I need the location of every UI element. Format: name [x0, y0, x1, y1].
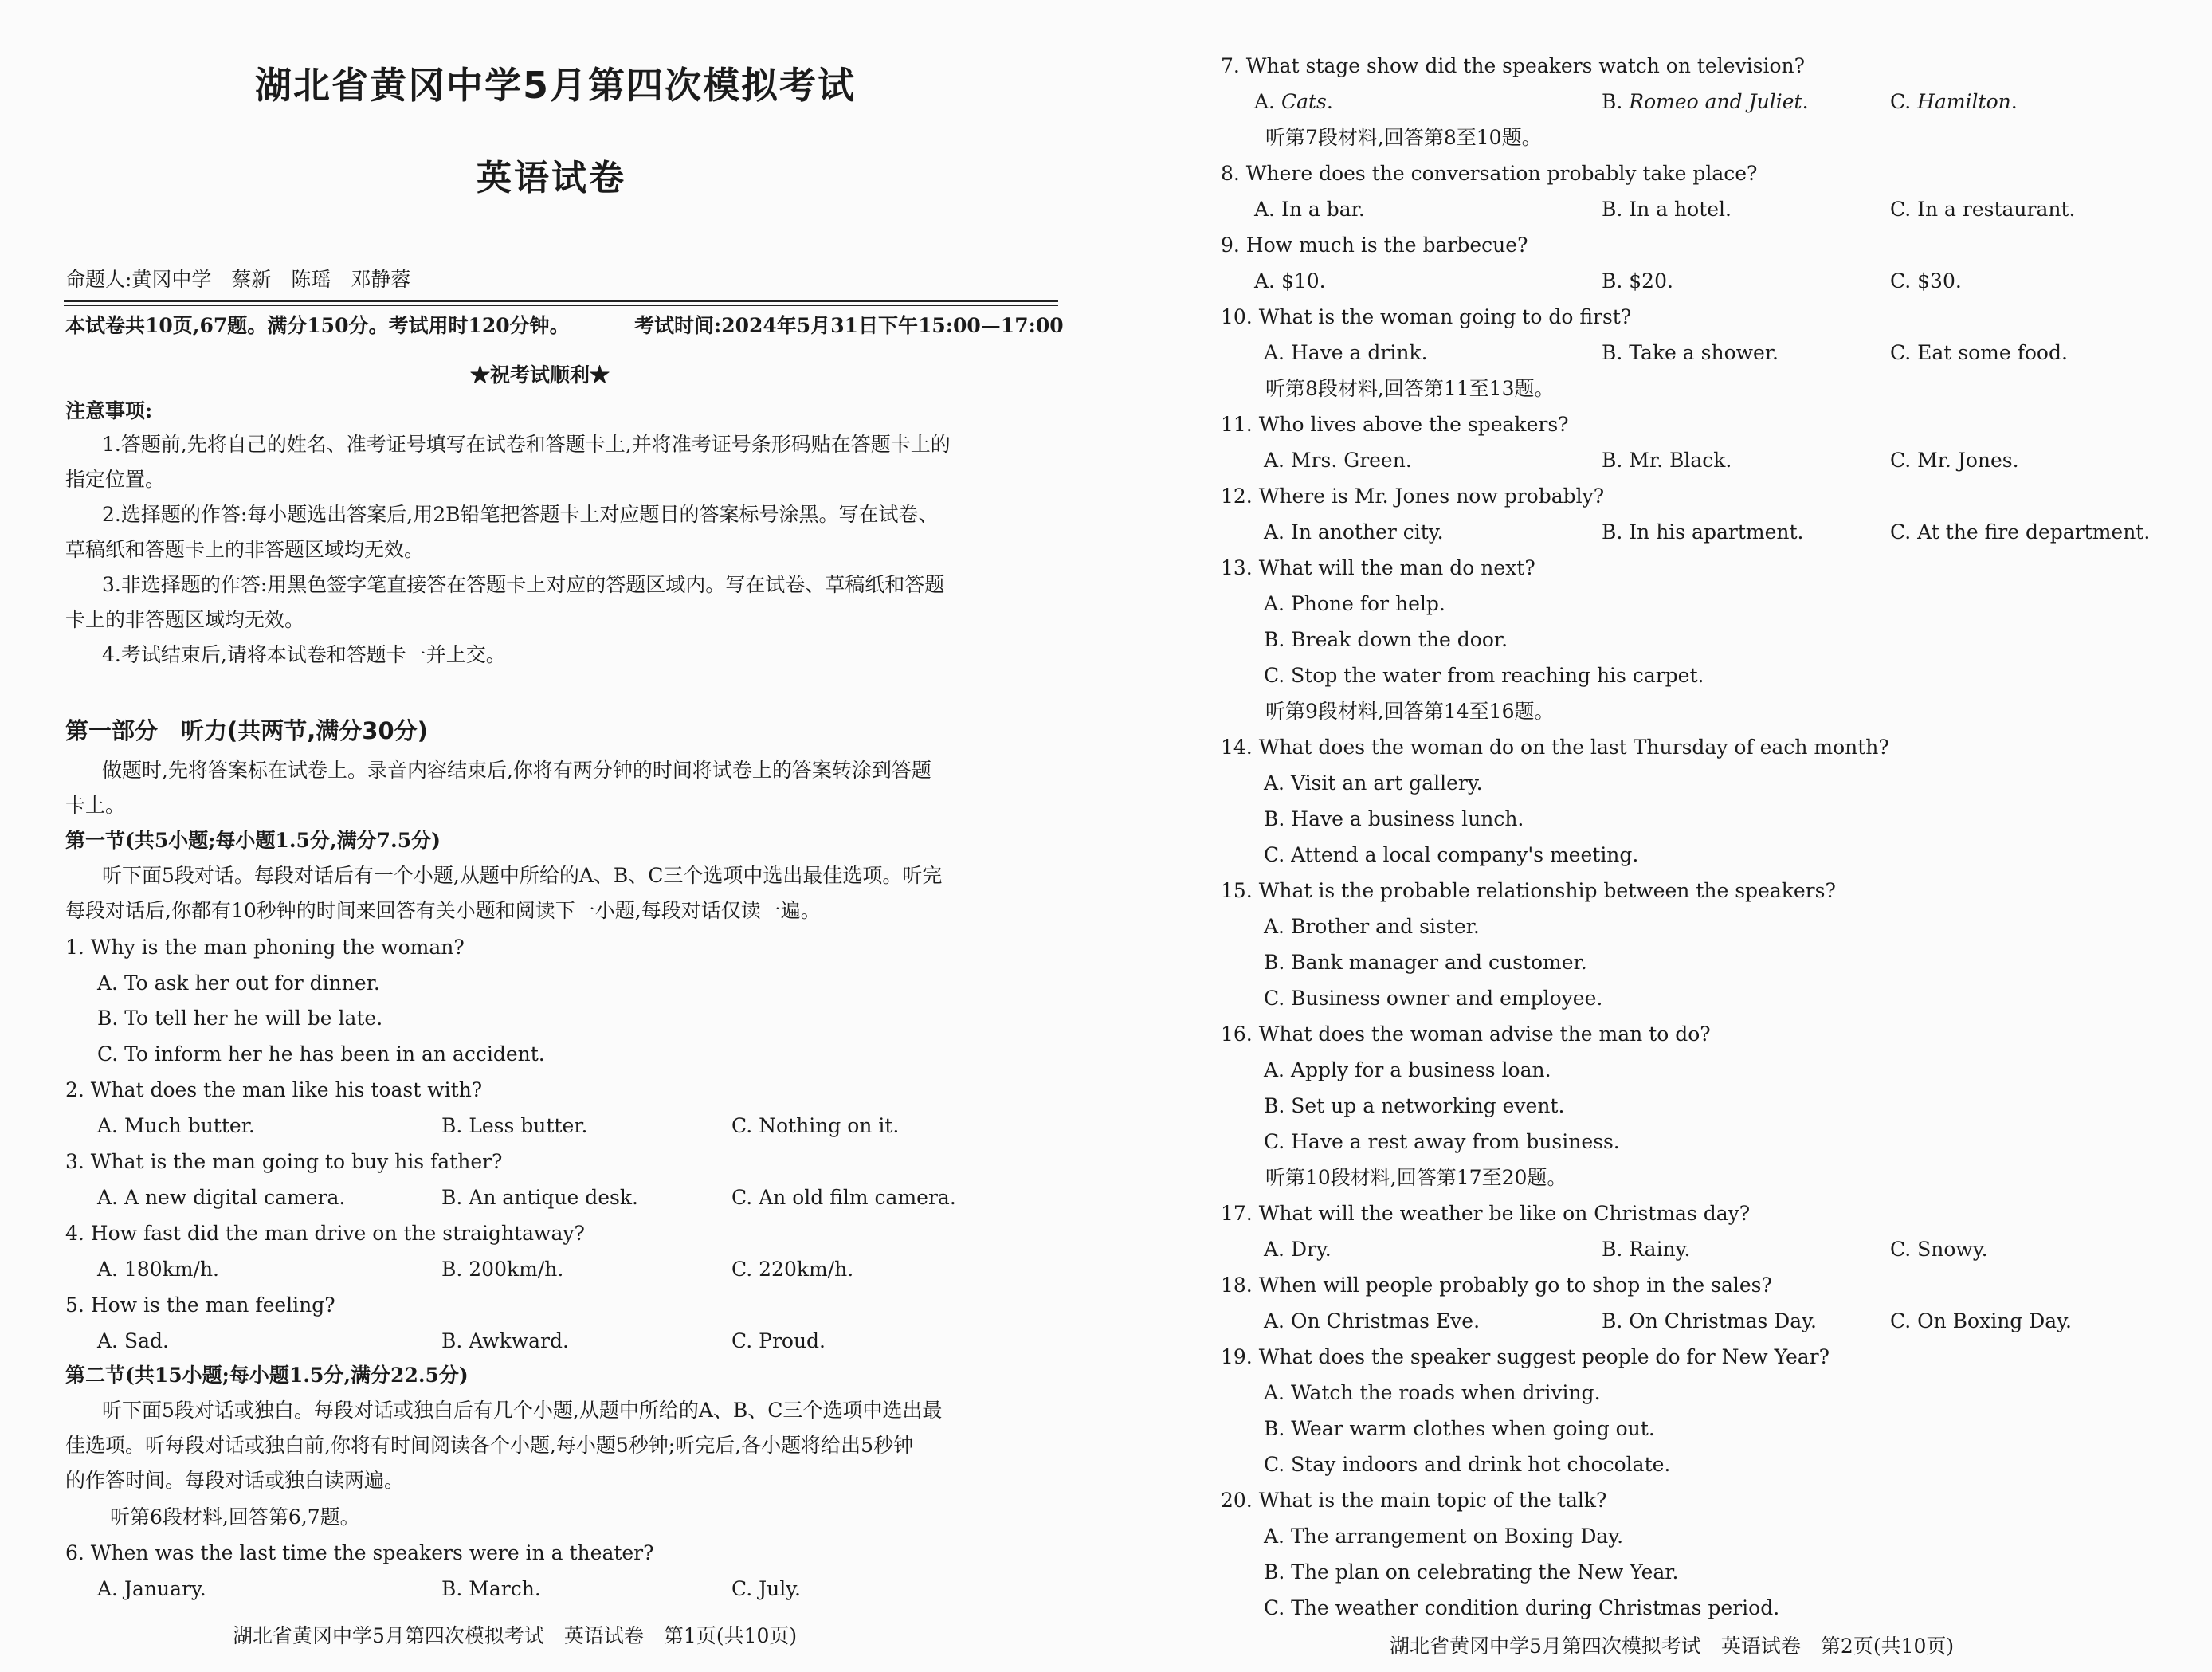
option: C. The weather condition during Christmas period.: [1264, 1596, 1780, 1619]
option: C. Eat some food.: [1890, 341, 2068, 364]
option: B. An antique desk.: [441, 1186, 638, 1209]
option: A. Cats.: [1254, 90, 1333, 113]
option: B. Break down the door.: [1264, 628, 1508, 651]
option: C. In a restaurant.: [1890, 198, 2076, 221]
part1-intro-line: 做题时,先将答案标在试卷上。录音内容结束后,你将有两分钟的时间将试卷上的答案转涂到答题: [102, 759, 931, 782]
option: B. Mr. Black.: [1602, 449, 1732, 472]
option: A. $10.: [1254, 269, 1326, 292]
question-10: 10. What is the woman going to do first?: [1221, 305, 1632, 328]
option: B. To tell her he will be late.: [97, 1007, 383, 1030]
option: B. On Christmas Day.: [1602, 1309, 1817, 1332]
option: C. To inform her he has been in an accident.: [97, 1042, 545, 1066]
option: A. On Christmas Eve.: [1264, 1309, 1481, 1332]
question-11: 11. Who lives above the speakers?: [1221, 413, 1569, 436]
option: A. Visit an art gallery.: [1264, 771, 1483, 795]
section2-heading: 第二节(共15小题;每小题1.5分,满分22.5分): [65, 1364, 469, 1387]
part1-heading: 第一部分 听力(共两节,满分30分): [65, 717, 428, 744]
material-note: 听第8段材料,回答第11至13题。: [1265, 377, 1555, 400]
section1-intro-line: 听下面5段对话。每段对话后有一个小题,从题中所给的A、B、C三个选项中选出最佳选项。听完: [102, 864, 943, 887]
notice-line: 指定位置。: [65, 468, 166, 491]
option: B. In a hotel.: [1602, 198, 1732, 221]
option: B. Awkward.: [441, 1329, 569, 1352]
exam-subtitle: 英语试卷: [477, 158, 626, 198]
question-19: 19. What does the speaker suggest people do for New Year?: [1221, 1345, 1830, 1368]
question-3: 3. What is the man going to buy his father?: [65, 1150, 503, 1173]
question-9: 9. How much is the barbecue?: [1221, 234, 1528, 257]
exam-title: 湖北省黄冈中学5月第四次模拟考试: [255, 64, 857, 107]
option: A. Have a drink.: [1264, 341, 1428, 364]
good-luck-banner: ★祝考试顺利★: [470, 363, 610, 387]
section1-intro-line: 每段对话后,你都有10秒钟的时间来回答有关小题和阅读下一小题,每段对话仅读一遍。: [65, 899, 821, 922]
header-rule-thin: [64, 305, 1058, 306]
exam-time: 考试时间:2024年5月31日下午15:00—17:00: [634, 314, 1064, 337]
exam-info: 本试卷共10页,67题。满分150分。考试用时120分钟。: [65, 314, 570, 337]
question-5: 5. How is the man feeling?: [65, 1293, 335, 1317]
page-footer: 湖北省黄冈中学5月第四次模拟考试 英语试卷 第2页(共10页): [1390, 1635, 1955, 1658]
option: B. Bank manager and customer.: [1264, 951, 1587, 974]
option: C. Hamilton.: [1890, 90, 2018, 113]
section1-heading: 第一节(共5小题;每小题1.5分,满分7.5分): [65, 829, 441, 852]
option: A. The arrangement on Boxing Day.: [1264, 1525, 1624, 1548]
option: C. At the fire department.: [1890, 520, 2151, 544]
option: A. Mrs. Green.: [1264, 449, 1412, 472]
part1-intro-line: 卡上。: [65, 794, 126, 817]
option: C. An old film camera.: [731, 1186, 956, 1209]
question-14: 14. What does the woman do on the last Thursday of each month?: [1221, 736, 1889, 759]
option: B. Romeo and Juliet.: [1602, 90, 1809, 113]
question-20: 20. What is the main topic of the talk?: [1221, 1489, 1607, 1512]
question-4: 4. How fast did the man drive on the straightaway?: [65, 1222, 585, 1245]
section2-intro-line: 听下面5段对话或独白。每段对话或独白后有几个小题,从题中所给的A、B、C三个选项中选出最: [102, 1399, 943, 1422]
option: C. Attend a local company's meeting.: [1264, 843, 1639, 866]
material-note: 听第10段材料,回答第17至20题。: [1265, 1166, 1567, 1189]
option: A. Apply for a business loan.: [1264, 1058, 1551, 1081]
question-1: 1. Why is the man phoning the woman?: [65, 936, 465, 959]
page-2: [1106, 0, 2212, 1672]
question-8: 8. Where does the conversation probably take place?: [1221, 162, 1758, 185]
option: A. In another city.: [1264, 520, 1444, 544]
option: A. Phone for help.: [1264, 592, 1445, 615]
option: A. 180km/h.: [97, 1258, 219, 1281]
option: B. Set up a networking event.: [1264, 1094, 1565, 1117]
option: C. Nothing on it.: [731, 1114, 900, 1137]
option: A. Dry.: [1264, 1238, 1332, 1261]
material-note: 听第7段材料,回答第8至10题。: [1265, 126, 1542, 149]
notice-line: 2.选择题的作答:每小题选出答案后,用2B铅笔把答题卡上对应题目的答案标号涂黑。写在试卷、: [102, 503, 939, 526]
option: B. Less butter.: [441, 1114, 588, 1137]
option: A. A new digital camera.: [97, 1186, 346, 1209]
option: C. 220km/h.: [731, 1258, 854, 1281]
option: A. January.: [97, 1577, 206, 1600]
question-12: 12. Where is Mr. Jones now probably?: [1221, 485, 1605, 508]
section2-intro-line: 佳选项。听每段对话或独白前,你将有时间阅读各个小题,每小题5秒钟;听完后,各小题将给出5秒钟: [65, 1434, 914, 1457]
option: C. On Boxing Day.: [1890, 1309, 2072, 1332]
option: C. July.: [731, 1577, 801, 1600]
option: B. $20.: [1602, 269, 1673, 292]
option: C. Stop the water from reaching his carpet.: [1264, 664, 1704, 687]
option: A. In a bar.: [1254, 198, 1365, 221]
option: C. Business owner and employee.: [1264, 987, 1603, 1010]
notice-line: 3.非选择题的作答:用黑色签字笔直接答在答题卡上对应的答题区域内。写在试卷、草稿纸和答题: [102, 573, 945, 596]
material-note: 听第6段材料,回答第6,7题。: [110, 1505, 360, 1529]
header-rule-thick: [64, 300, 1058, 302]
notice-line: 草稿纸和答题卡上的非答题区域均无效。: [65, 538, 425, 561]
option: B. March.: [441, 1577, 541, 1600]
option: C. Mr. Jones.: [1890, 449, 2019, 472]
material-note: 听第9段材料,回答第14至16题。: [1265, 700, 1555, 723]
question-15: 15. What is the probable relationship between the speakers?: [1221, 879, 1836, 902]
option: C. Have a rest away from business.: [1264, 1130, 1620, 1153]
option: C. $30.: [1890, 269, 1962, 292]
notice-line: 4.考试结束后,请将本试卷和答题卡一并上交。: [102, 643, 506, 666]
option: B. Have a business lunch.: [1264, 807, 1524, 830]
question-13: 13. What will the man do next?: [1221, 556, 1535, 579]
option: B. In his apartment.: [1602, 520, 1804, 544]
option: C. Snowy.: [1890, 1238, 1988, 1261]
notice-line: 卡上的非答题区域均无效。: [65, 608, 305, 631]
question-7: 7. What stage show did the speakers watch on television?: [1221, 54, 1806, 77]
option: A. Sad.: [97, 1329, 169, 1352]
option: A. Brother and sister.: [1264, 915, 1480, 938]
option: B. The plan on celebrating the New Year.: [1264, 1560, 1679, 1584]
option: C. Proud.: [731, 1329, 826, 1352]
question-2: 2. What does the man like his toast with?: [65, 1078, 483, 1101]
option: C. Stay indoors and drink hot chocolate.: [1264, 1453, 1671, 1476]
option: B. Wear warm clothes when going out.: [1264, 1417, 1655, 1440]
notice-line: 1.答题前,先将自己的姓名、准考证号填写在试卷和答题卡上,并将准考证号条形码贴在答题卡上的: [102, 433, 951, 456]
option: B. 200km/h.: [441, 1258, 564, 1281]
option: B. Rainy.: [1602, 1238, 1691, 1261]
option: B. Take a shower.: [1602, 341, 1779, 364]
option: A. Much butter.: [97, 1114, 255, 1137]
authors-line: 命题人:黄冈中学 蔡新 陈瑶 邓静蓉: [65, 268, 411, 291]
option: A. To ask her out for dinner.: [97, 971, 380, 995]
question-6: 6. When was the last time the speakers were in a theater?: [65, 1541, 654, 1564]
question-17: 17. What will the weather be like on Christmas day?: [1221, 1202, 1751, 1225]
question-18: 18. When will people probably go to shop in the sales?: [1221, 1274, 1772, 1297]
page-footer: 湖北省黄冈中学5月第四次模拟考试 英语试卷 第1页(共10页): [233, 1624, 798, 1647]
section2-intro-line: 的作答时间。每段对话或独白读两遍。: [65, 1469, 405, 1492]
question-16: 16. What does the woman advise the man to do?: [1221, 1022, 1711, 1046]
notice-title: 注意事项:: [65, 399, 153, 422]
option: A. Watch the roads when driving.: [1264, 1381, 1601, 1404]
